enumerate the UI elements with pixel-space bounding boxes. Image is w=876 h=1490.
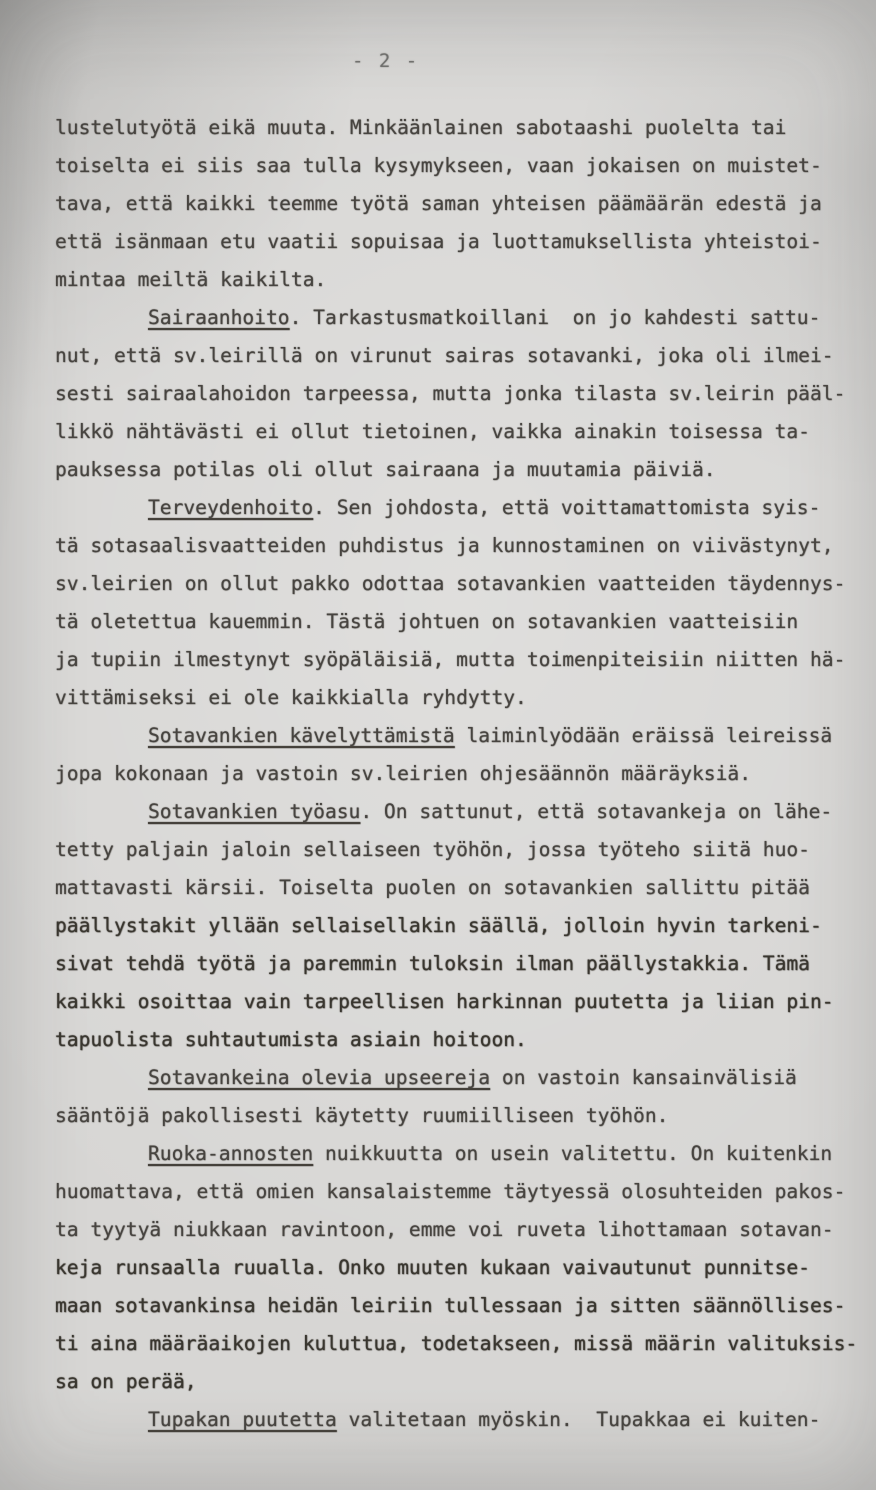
- text-line: sa on perää,: [55, 1370, 197, 1393]
- paragraph-first-line: Ruoka-annosten nuikkuutta on usein valitettu. On kuitenkin: [148, 1142, 833, 1165]
- paragraph-first-line: Sairaanhoito. Tarkastusmatkoillani on jo kahdesti sattu-: [148, 306, 821, 329]
- text-line: kaikki osoittaa vain tarpeellisen harkinnan puutetta ja liian pin-: [55, 990, 834, 1013]
- text-line: huomattava, että omien kansalaistemme täytyessä olosuhteiden pakos-: [55, 1180, 846, 1203]
- text-line: sääntöjä pakollisesti käytetty ruumiilliseen työhön.: [55, 1104, 669, 1127]
- section-heading: Sotavankien kävelyttämistä: [148, 724, 455, 747]
- paragraph-first-line: Sotavankien kävelyttämistä laiminlyödään eräissä leireissä: [148, 724, 833, 747]
- text-line: ta tyytyä niukkaan ravintoon, emme voi ruveta lihottamaan sotavan-: [55, 1218, 834, 1241]
- text-line: päällystakit yllään sellaisellakin säällä, jolloin hyvin tarkeni-: [55, 914, 822, 937]
- text-line: toiselta ei siis saa tulla kysymykseen, vaan jokaisen on muistet-: [55, 154, 822, 177]
- text-line: tetty paljain jaloin sellaiseen työhön, jossa työteho siitä huo-: [55, 838, 810, 861]
- page-number: - 2 -: [352, 50, 420, 72]
- paragraph-first-line: Sotavankeina olevia upseereja on vastoin kansainvälisiä: [148, 1066, 797, 1089]
- text-line: sv.leirien on ollut pakko odottaa sotavankien vaatteiden täydennys-: [55, 572, 846, 595]
- text-line: että isänmaan etu vaatii sopuisaa ja luottamuksellista yhteistoi-: [55, 230, 822, 253]
- text-line: ja tupiin ilmestynyt syöpäläisiä, mutta toimenpiteisiin niitten hä-: [55, 648, 846, 671]
- text-line: vittämiseksi ei ole kaikkialla ryhdytty.: [55, 686, 527, 709]
- section-heading: Tupakan puutetta: [148, 1408, 337, 1431]
- text-line: mintaa meiltä kaikilta.: [55, 268, 327, 291]
- text-line: mattavasti kärsii. Toiselta puolen on sotavankien sallittu pitää: [55, 876, 810, 899]
- paragraph-first-line: Tupakan puutetta valitetaan myöskin. Tupakkaa ei kuiten-: [148, 1408, 821, 1431]
- text-line: tapuolista suhtautumista asiain hoitoon.: [55, 1028, 527, 1051]
- text-line: sivat tehdä työtä ja paremmin tuloksin ilman päällystakkia. Tämä: [55, 952, 810, 975]
- text-line: likkö nähtävästi ei ollut tietoinen, vaikka ainakin toisessa ta-: [55, 420, 810, 443]
- document-body: [55, 109, 858, 1439]
- text-line: tä sotasaalisvaatteiden puhdistus ja kunnostaminen on viivästynyt,: [55, 534, 834, 557]
- paragraph-first-line: Sotavankien työasu. On sattunut, että sotavankeja on lähe-: [148, 800, 833, 823]
- section-heading: Ruoka-annosten: [148, 1142, 314, 1165]
- text-line: tä oletettua kauemmin. Tästä johtuen on sotavankien vaatteisiin: [55, 610, 799, 633]
- section-heading: Sotavankeina olevia upseereja: [148, 1066, 491, 1089]
- text-line: maan sotavankinsa heidän leiriin tullessaan ja sitten säännöllises-: [55, 1294, 846, 1317]
- text-line: lustelutyötä eikä muuta. Minkäänlainen sabotaashi puolelta tai: [55, 116, 787, 139]
- paragraph-first-line: Terveydenhoito. Sen johdosta, että voittamattomista syis-: [148, 496, 821, 519]
- section-heading: Sotavankien työasu: [148, 800, 361, 823]
- text-line: tava, että kaikki teemme työtä saman yhteisen päämäärän edestä ja: [55, 192, 822, 215]
- text-line: nut, että sv.leirillä on virunut sairas sotavanki, joka oli ilmei-: [55, 344, 834, 367]
- text-line: sesti sairaalahoidon tarpeessa, mutta jonka tilasta sv.leirin pääl-: [55, 382, 846, 405]
- section-heading: Terveydenhoito: [148, 496, 314, 519]
- section-heading: Sairaanhoito: [148, 306, 290, 329]
- text-line: keja runsaalla ruualla. Onko muuten kukaan vaivautunut punnitse-: [55, 1256, 810, 1279]
- text-line: pauksessa potilas oli ollut sairaana ja muutamia päiviä.: [55, 458, 716, 481]
- text-line: jopa kokonaan ja vastoin sv.leirien ohjesäännön määräyksiä.: [55, 762, 751, 785]
- text-line: ti aina määräaikojen kuluttua, todetakseen, missä määrin valituksis-: [55, 1332, 858, 1355]
